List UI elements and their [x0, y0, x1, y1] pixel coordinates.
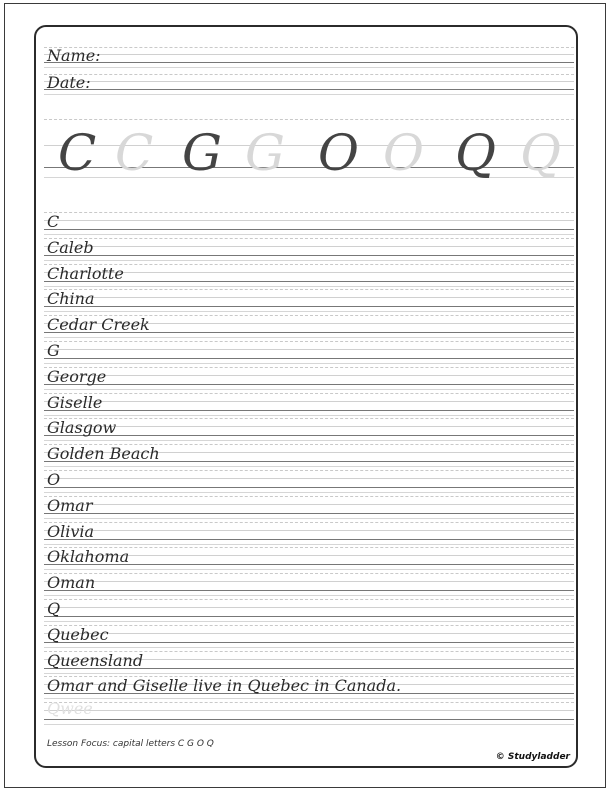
- practice-rule: [44, 375, 574, 376]
- practice-rule: [44, 426, 574, 427]
- practice-rule: [44, 724, 574, 725]
- practice-rule: [44, 367, 574, 368]
- header-rule: [44, 74, 574, 75]
- practice-rule: [44, 337, 574, 338]
- practice-rule: [44, 478, 574, 479]
- practice-line: O: [47, 470, 61, 489]
- header-rule: [44, 89, 574, 90]
- practice-rule: [44, 642, 574, 643]
- practice-rule: [44, 673, 574, 674]
- trace-letter-g: G: [245, 124, 285, 182]
- practice-rule: [44, 599, 574, 600]
- practice-line: Charlotte: [47, 263, 124, 283]
- header-rule: [44, 47, 574, 48]
- practice-rule: [44, 539, 574, 540]
- practice-rule: [44, 255, 574, 256]
- model-letter-g: G: [182, 124, 222, 182]
- practice-line: Giselle: [47, 392, 103, 412]
- practice-rule: [44, 260, 574, 261]
- header-rule: [44, 81, 574, 82]
- practice-rule: [44, 470, 574, 471]
- practice-rule: [44, 647, 574, 648]
- practice-rule: [44, 389, 574, 390]
- practice-line: Caleb: [47, 237, 94, 257]
- practice-rule: [44, 440, 574, 441]
- practice-rule: [44, 384, 574, 385]
- practice-line: Cedar Creek: [47, 315, 150, 335]
- practice-rule: [44, 522, 574, 523]
- practice-rule: [44, 581, 574, 582]
- practice-rule: [44, 544, 574, 545]
- practice-rule: [44, 504, 574, 505]
- header-rule: [44, 54, 574, 55]
- practice-rule: [44, 702, 574, 703]
- practice-rule: [44, 435, 574, 436]
- practice-rule: [44, 492, 574, 493]
- practice-rule: [44, 212, 574, 213]
- trace-letter-c: C: [115, 124, 154, 182]
- practice-rule: [44, 569, 574, 570]
- practice-rule: [44, 363, 574, 364]
- practice-line: Oman: [47, 573, 96, 593]
- practice-line: Omar and Giselle live in Quebec in Canada.: [47, 676, 402, 696]
- practice-rule: [44, 418, 574, 419]
- model-top-line: [44, 119, 574, 120]
- practice-rule: [44, 513, 574, 514]
- practice-rule: [44, 698, 574, 699]
- practice-line: George: [47, 366, 107, 386]
- practice-rule: [44, 234, 574, 235]
- practice-rule: [44, 487, 574, 488]
- practice-line: Quebec: [47, 624, 109, 644]
- practice-rule: [44, 590, 574, 591]
- practice-line: Queensland: [47, 650, 144, 670]
- practice-rule: [44, 466, 574, 467]
- header-rule: [44, 62, 574, 63]
- practice-line: China: [47, 289, 95, 309]
- header-rule: [44, 67, 574, 68]
- practice-rule: [44, 238, 574, 239]
- practice-rule: [44, 496, 574, 497]
- practice-rule: [44, 633, 574, 634]
- header-rule: [44, 94, 574, 95]
- practice-rule: [44, 306, 574, 307]
- model-letter-c: C: [58, 124, 97, 182]
- practice-rule: [44, 220, 574, 221]
- practice-rule: [44, 358, 574, 359]
- trace-word: Qwee: [47, 699, 93, 718]
- lesson-focus: Lesson Focus: capital letters C G O Q: [47, 739, 214, 749]
- practice-line: G: [47, 341, 60, 360]
- brand-logo: © Studyladder: [495, 752, 570, 762]
- practice-rule: [44, 341, 574, 342]
- practice-rule: [44, 410, 574, 411]
- practice-rule: [44, 246, 574, 247]
- practice-rule: [44, 625, 574, 626]
- trace-letter-o: O: [383, 124, 424, 182]
- practice-rule: [44, 415, 574, 416]
- practice-rule: [44, 616, 574, 617]
- model-letter-o: O: [318, 124, 359, 182]
- practice-rule: [44, 297, 574, 298]
- practice-rule: [44, 530, 574, 531]
- practice-rule: [44, 401, 574, 402]
- practice-line: Golden Beach: [47, 444, 160, 464]
- practice-rule: [44, 621, 574, 622]
- practice-rule: [44, 607, 574, 608]
- practice-rule: [44, 286, 574, 287]
- practice-rule: [44, 289, 574, 290]
- date-label: Date:: [47, 73, 91, 92]
- practice-line: Olivia: [47, 521, 95, 541]
- practice-line: Q: [47, 599, 61, 618]
- model-letter-q: Q: [455, 124, 496, 182]
- practice-rule: [44, 349, 574, 350]
- name-label: Name:: [47, 46, 101, 65]
- practice-line: Glasgow: [47, 418, 117, 438]
- practice-line: Oklahoma: [47, 547, 130, 567]
- practice-rule: [44, 710, 574, 711]
- trace-letter-q: Q: [520, 124, 561, 182]
- practice-rule: [44, 719, 574, 720]
- practice-rule: [44, 595, 574, 596]
- practice-rule: [44, 518, 574, 519]
- practice-rule: [44, 229, 574, 230]
- practice-rule: [44, 573, 574, 574]
- practice-line: Omar: [47, 495, 93, 515]
- practice-line: C: [47, 212, 60, 231]
- practice-rule: [44, 311, 574, 312]
- practice-rule: [44, 393, 574, 394]
